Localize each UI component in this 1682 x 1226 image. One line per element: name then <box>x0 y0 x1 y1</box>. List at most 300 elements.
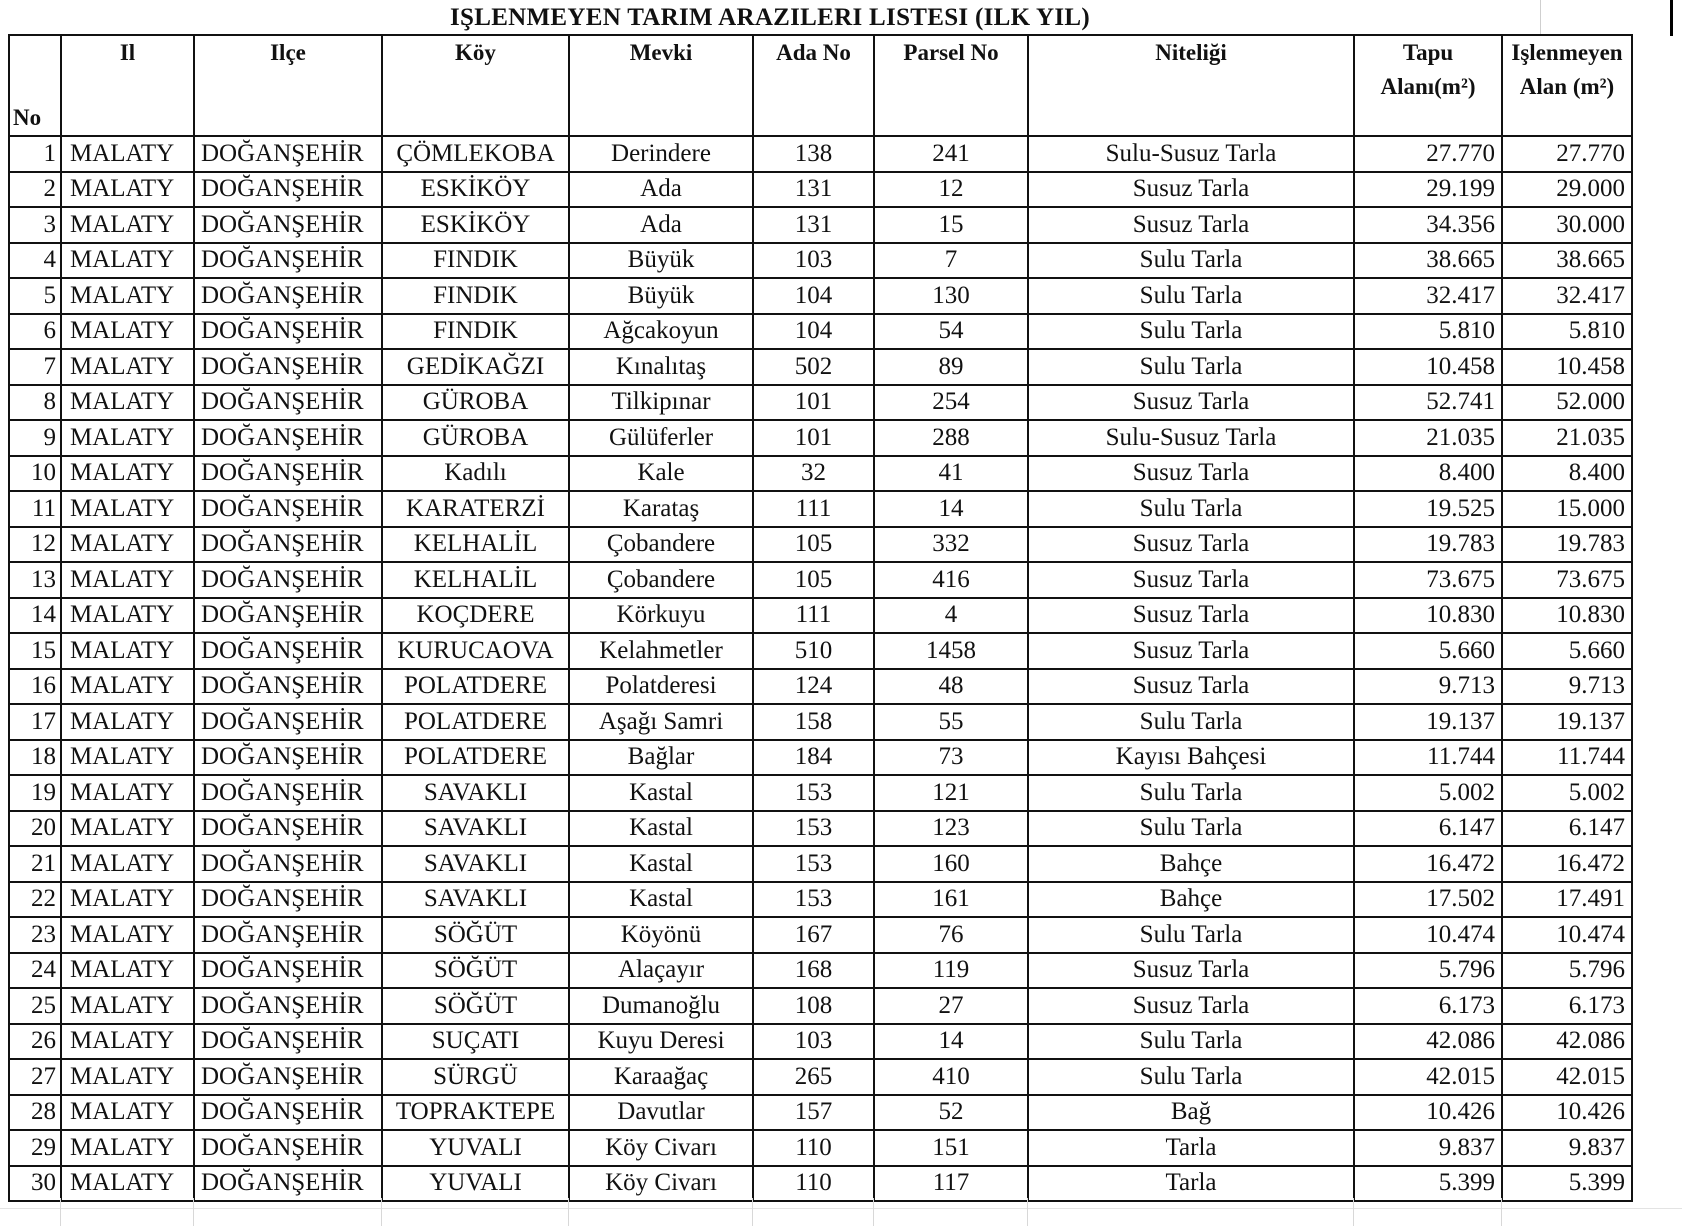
cell-no[interactable]: 17 <box>9 704 61 740</box>
cell-ilce[interactable]: DOĞANŞEHİR <box>194 882 382 918</box>
cell-niteligi[interactable]: Sulu Tarla <box>1028 278 1354 314</box>
cell-parsel-no[interactable]: 332 <box>874 527 1028 563</box>
table-row[interactable] <box>9 598 1632 634</box>
table-row[interactable] <box>9 314 1632 350</box>
cell-parsel-no[interactable]: 12 <box>874 172 1028 208</box>
cell-parsel-no[interactable]: 160 <box>874 846 1028 882</box>
cell-koy[interactable]: ESKİKÖY <box>382 207 569 243</box>
table-row[interactable] <box>9 988 1632 1024</box>
cell-no[interactable]: 3 <box>9 207 61 243</box>
cell-il[interactable]: MALATY <box>61 669 194 705</box>
cell-ada-no[interactable]: 110 <box>753 1130 874 1166</box>
cell-ada-no[interactable]: 108 <box>753 988 874 1024</box>
cell-ilce[interactable]: DOĞANŞEHİR <box>194 917 382 953</box>
cell-no[interactable]: 13 <box>9 562 61 598</box>
cell-mevki[interactable]: Büyük <box>569 243 753 279</box>
cell-koy[interactable]: FINDIK <box>382 243 569 279</box>
cell-niteligi[interactable]: Susuz Tarla <box>1028 598 1354 634</box>
cell-ada-no[interactable]: 510 <box>753 633 874 669</box>
cell-mevki[interactable]: Kastal <box>569 775 753 811</box>
cell-tapu-alani[interactable]: 5.660 <box>1354 633 1502 669</box>
cell-il[interactable]: MALATY <box>61 917 194 953</box>
header-mevki[interactable]: Mevki <box>569 35 753 136</box>
table-row[interactable] <box>9 1059 1632 1095</box>
cell-tapu-alani[interactable]: 11.744 <box>1354 740 1502 776</box>
cell-niteligi[interactable]: Susuz Tarla <box>1028 562 1354 598</box>
cell-islenmeyen-alan[interactable]: 15.000 <box>1502 491 1632 527</box>
table-row[interactable] <box>9 882 1632 918</box>
cell-koy[interactable]: POLATDERE <box>382 704 569 740</box>
cell-mevki[interactable]: Kelahmetler <box>569 633 753 669</box>
cell-mevki[interactable]: Derindere <box>569 136 753 172</box>
cell-tapu-alani[interactable]: 29.199 <box>1354 172 1502 208</box>
cell-no[interactable]: 12 <box>9 527 61 563</box>
cell-islenmeyen-alan[interactable]: 10.830 <box>1502 598 1632 634</box>
cell-ada-no[interactable]: 104 <box>753 278 874 314</box>
table-row[interactable] <box>9 846 1632 882</box>
cell-parsel-no[interactable]: 76 <box>874 917 1028 953</box>
cell-koy[interactable]: SAVAKLI <box>382 882 569 918</box>
cell-tapu-alani[interactable]: 19.525 <box>1354 491 1502 527</box>
cell-mevki[interactable]: Ada <box>569 172 753 208</box>
cell-il[interactable]: MALATY <box>61 1059 194 1095</box>
cell-ada-no[interactable]: 131 <box>753 172 874 208</box>
cell-il[interactable]: MALATY <box>61 207 194 243</box>
cell-tapu-alani[interactable]: 6.147 <box>1354 811 1502 847</box>
cell-tapu-alani[interactable]: 10.426 <box>1354 1095 1502 1131</box>
table-row[interactable] <box>9 633 1632 669</box>
cell-tapu-alani[interactable]: 19.783 <box>1354 527 1502 563</box>
cell-parsel-no[interactable]: 14 <box>874 1024 1028 1060</box>
cell-ada-no[interactable]: 153 <box>753 846 874 882</box>
table-row[interactable] <box>9 811 1632 847</box>
cell-il[interactable]: MALATY <box>61 420 194 456</box>
header-tapu-alani[interactable]: Tapu Alanı(m²) <box>1354 35 1502 136</box>
cell-islenmeyen-alan[interactable]: 32.417 <box>1502 278 1632 314</box>
header-niteligi[interactable]: Niteliği <box>1028 35 1354 136</box>
cell-koy[interactable]: SUÇATI <box>382 1024 569 1060</box>
cell-parsel-no[interactable]: 52 <box>874 1095 1028 1131</box>
table-row[interactable] <box>9 775 1632 811</box>
cell-koy[interactable]: YUVALI <box>382 1166 569 1202</box>
cell-tapu-alani[interactable]: 27.770 <box>1354 136 1502 172</box>
cell-il[interactable]: MALATY <box>61 136 194 172</box>
cell-no[interactable]: 24 <box>9 953 61 989</box>
cell-il[interactable]: MALATY <box>61 775 194 811</box>
cell-il[interactable]: MALATY <box>61 882 194 918</box>
cell-parsel-no[interactable]: 119 <box>874 953 1028 989</box>
cell-niteligi[interactable]: Sulu Tarla <box>1028 917 1354 953</box>
cell-parsel-no[interactable]: 288 <box>874 420 1028 456</box>
cell-no[interactable]: 6 <box>9 314 61 350</box>
cell-il[interactable]: MALATY <box>61 1166 194 1202</box>
cell-islenmeyen-alan[interactable]: 5.660 <box>1502 633 1632 669</box>
cell-mevki[interactable]: Kınalıtaş <box>569 349 753 385</box>
cell-niteligi[interactable]: Bağ <box>1028 1095 1354 1131</box>
cell-ilce[interactable]: DOĞANŞEHİR <box>194 846 382 882</box>
cell-mevki[interactable]: Kastal <box>569 846 753 882</box>
cell-mevki[interactable]: Karaağaç <box>569 1059 753 1095</box>
cell-niteligi[interactable]: Susuz Tarla <box>1028 385 1354 421</box>
cell-niteligi[interactable]: Susuz Tarla <box>1028 669 1354 705</box>
cell-parsel-no[interactable]: 27 <box>874 988 1028 1024</box>
cell-islenmeyen-alan[interactable]: 5.002 <box>1502 775 1632 811</box>
cell-mevki[interactable]: Aşağı Samri <box>569 704 753 740</box>
cell-parsel-no[interactable]: 254 <box>874 385 1028 421</box>
cell-ada-no[interactable]: 110 <box>753 1166 874 1202</box>
cell-tapu-alani[interactable]: 5.810 <box>1354 314 1502 350</box>
cell-mevki[interactable]: Bağlar <box>569 740 753 776</box>
cell-il[interactable]: MALATY <box>61 385 194 421</box>
cell-koy[interactable]: FINDIK <box>382 314 569 350</box>
cell-koy[interactable]: SAVAKLI <box>382 775 569 811</box>
cell-islenmeyen-alan[interactable]: 11.744 <box>1502 740 1632 776</box>
header-ada-no[interactable]: Ada No <box>753 35 874 136</box>
table-row[interactable] <box>9 917 1632 953</box>
cell-tapu-alani[interactable]: 16.472 <box>1354 846 1502 882</box>
cell-islenmeyen-alan[interactable]: 17.491 <box>1502 882 1632 918</box>
cell-tapu-alani[interactable]: 73.675 <box>1354 562 1502 598</box>
cell-parsel-no[interactable]: 130 <box>874 278 1028 314</box>
cell-il[interactable]: MALATY <box>61 633 194 669</box>
cell-mevki[interactable]: Köy Civarı <box>569 1166 753 1202</box>
cell-parsel-no[interactable]: 89 <box>874 349 1028 385</box>
cell-ada-no[interactable]: 153 <box>753 882 874 918</box>
cell-parsel-no[interactable]: 117 <box>874 1166 1028 1202</box>
cell-ilce[interactable]: DOĞANŞEHİR <box>194 704 382 740</box>
cell-ilce[interactable]: DOĞANŞEHİR <box>194 1059 382 1095</box>
table-row[interactable] <box>9 243 1632 279</box>
cell-tapu-alani[interactable]: 10.458 <box>1354 349 1502 385</box>
cell-ada-no[interactable]: 101 <box>753 385 874 421</box>
table-row[interactable] <box>9 527 1632 563</box>
cell-koy[interactable]: KURUCAOVA <box>382 633 569 669</box>
cell-koy[interactable]: YUVALI <box>382 1130 569 1166</box>
cell-il[interactable]: MALATY <box>61 704 194 740</box>
cell-no[interactable]: 28 <box>9 1095 61 1131</box>
cell-il[interactable]: MALATY <box>61 314 194 350</box>
table-row[interactable] <box>9 1024 1632 1060</box>
cell-mevki[interactable]: Kuyu Deresi <box>569 1024 753 1060</box>
cell-islenmeyen-alan[interactable]: 9.837 <box>1502 1130 1632 1166</box>
cell-ada-no[interactable]: 105 <box>753 527 874 563</box>
cell-islenmeyen-alan[interactable]: 30.000 <box>1502 207 1632 243</box>
cell-mevki[interactable]: Karataş <box>569 491 753 527</box>
cell-tapu-alani[interactable]: 9.837 <box>1354 1130 1502 1166</box>
cell-ilce[interactable]: DOĞANŞEHİR <box>194 1130 382 1166</box>
cell-ada-no[interactable]: 265 <box>753 1059 874 1095</box>
cell-parsel-no[interactable]: 7 <box>874 243 1028 279</box>
table-row[interactable] <box>9 420 1632 456</box>
cell-tapu-alani[interactable]: 5.002 <box>1354 775 1502 811</box>
table-row[interactable] <box>9 1095 1632 1131</box>
cell-ilce[interactable]: DOĞANŞEHİR <box>194 633 382 669</box>
cell-tapu-alani[interactable]: 8.400 <box>1354 456 1502 492</box>
cell-islenmeyen-alan[interactable]: 8.400 <box>1502 456 1632 492</box>
cell-il[interactable]: MALATY <box>61 811 194 847</box>
table-row[interactable] <box>9 562 1632 598</box>
cell-islenmeyen-alan[interactable]: 73.675 <box>1502 562 1632 598</box>
cell-no[interactable]: 19 <box>9 775 61 811</box>
cell-il[interactable]: MALATY <box>61 349 194 385</box>
cell-ada-no[interactable]: 138 <box>753 136 874 172</box>
cell-no[interactable]: 1 <box>9 136 61 172</box>
cell-ilce[interactable]: DOĞANŞEHİR <box>194 669 382 705</box>
cell-mevki[interactable]: Tilkipınar <box>569 385 753 421</box>
cell-islenmeyen-alan[interactable]: 16.472 <box>1502 846 1632 882</box>
cell-koy[interactable]: SÖĞÜT <box>382 953 569 989</box>
cell-islenmeyen-alan[interactable]: 5.796 <box>1502 953 1632 989</box>
cell-koy[interactable]: ÇÖMLEKOBA <box>382 136 569 172</box>
cell-islenmeyen-alan[interactable]: 42.015 <box>1502 1059 1632 1095</box>
cell-mevki[interactable]: Dumanoğlu <box>569 988 753 1024</box>
cell-tapu-alani[interactable]: 5.399 <box>1354 1166 1502 1202</box>
cell-ilce[interactable]: DOĞANŞEHİR <box>194 172 382 208</box>
cell-ilce[interactable]: DOĞANŞEHİR <box>194 136 382 172</box>
cell-ilce[interactable]: DOĞANŞEHİR <box>194 1095 382 1131</box>
cell-il[interactable]: MALATY <box>61 740 194 776</box>
cell-ada-no[interactable]: 103 <box>753 1024 874 1060</box>
cell-no[interactable]: 11 <box>9 491 61 527</box>
cell-mevki[interactable]: Polatderesi <box>569 669 753 705</box>
cell-koy[interactable]: Kadılı <box>382 456 569 492</box>
cell-ada-no[interactable]: 502 <box>753 349 874 385</box>
cell-il[interactable]: MALATY <box>61 846 194 882</box>
cell-niteligi[interactable]: Sulu Tarla <box>1028 1024 1354 1060</box>
cell-parsel-no[interactable]: 54 <box>874 314 1028 350</box>
table-row[interactable] <box>9 349 1632 385</box>
cell-tapu-alani[interactable]: 19.137 <box>1354 704 1502 740</box>
cell-ilce[interactable]: DOĞANŞEHİR <box>194 953 382 989</box>
cell-ilce[interactable]: DOĞANŞEHİR <box>194 527 382 563</box>
cell-islenmeyen-alan[interactable]: 5.810 <box>1502 314 1632 350</box>
cell-islenmeyen-alan[interactable]: 6.147 <box>1502 811 1632 847</box>
cell-ilce[interactable]: DOĞANŞEHİR <box>194 811 382 847</box>
cell-no[interactable]: 7 <box>9 349 61 385</box>
cell-niteligi[interactable]: Kayısı Bahçesi <box>1028 740 1354 776</box>
table-row[interactable] <box>9 1166 1632 1202</box>
cell-ilce[interactable]: DOĞANŞEHİR <box>194 243 382 279</box>
cell-parsel-no[interactable]: 15 <box>874 207 1028 243</box>
cell-islenmeyen-alan[interactable]: 6.173 <box>1502 988 1632 1024</box>
cell-il[interactable]: MALATY <box>61 598 194 634</box>
cell-islenmeyen-alan[interactable]: 52.000 <box>1502 385 1632 421</box>
cell-ada-no[interactable]: 153 <box>753 775 874 811</box>
table-row[interactable] <box>9 172 1632 208</box>
cell-islenmeyen-alan[interactable]: 19.137 <box>1502 704 1632 740</box>
cell-parsel-no[interactable]: 123 <box>874 811 1028 847</box>
header-islenmeyen-alan[interactable]: Işlenmeyen Alan (m²) <box>1502 35 1632 136</box>
cell-koy[interactable]: FINDIK <box>382 278 569 314</box>
cell-islenmeyen-alan[interactable]: 19.783 <box>1502 527 1632 563</box>
cell-il[interactable]: MALATY <box>61 1130 194 1166</box>
cell-parsel-no[interactable]: 416 <box>874 562 1028 598</box>
cell-islenmeyen-alan[interactable]: 9.713 <box>1502 669 1632 705</box>
cell-ada-no[interactable]: 103 <box>753 243 874 279</box>
cell-tapu-alani[interactable]: 21.035 <box>1354 420 1502 456</box>
cell-niteligi[interactable]: Tarla <box>1028 1166 1354 1202</box>
cell-ilce[interactable]: DOĞANŞEHİR <box>194 1166 382 1202</box>
cell-no[interactable]: 15 <box>9 633 61 669</box>
cell-no[interactable]: 4 <box>9 243 61 279</box>
cell-tapu-alani[interactable]: 9.713 <box>1354 669 1502 705</box>
cell-il[interactable]: MALATY <box>61 456 194 492</box>
cell-niteligi[interactable]: Sulu Tarla <box>1028 1059 1354 1095</box>
cell-parsel-no[interactable]: 121 <box>874 775 1028 811</box>
cell-il[interactable]: MALATY <box>61 1024 194 1060</box>
cell-no[interactable]: 26 <box>9 1024 61 1060</box>
cell-ilce[interactable]: DOĞANŞEHİR <box>194 1024 382 1060</box>
cell-mevki[interactable]: Köyönü <box>569 917 753 953</box>
cell-islenmeyen-alan[interactable]: 21.035 <box>1502 420 1632 456</box>
cell-tapu-alani[interactable]: 38.665 <box>1354 243 1502 279</box>
table-row[interactable] <box>9 491 1632 527</box>
table-row[interactable] <box>9 740 1632 776</box>
cell-niteligi[interactable]: Sulu Tarla <box>1028 314 1354 350</box>
cell-koy[interactable]: KARATERZİ <box>382 491 569 527</box>
cell-il[interactable]: MALATY <box>61 953 194 989</box>
cell-koy[interactable]: GÜROBA <box>382 420 569 456</box>
cell-tapu-alani[interactable]: 34.356 <box>1354 207 1502 243</box>
cell-niteligi[interactable]: Susuz Tarla <box>1028 953 1354 989</box>
cell-no[interactable]: 5 <box>9 278 61 314</box>
cell-ilce[interactable]: DOĞANŞEHİR <box>194 775 382 811</box>
cell-no[interactable]: 10 <box>9 456 61 492</box>
cell-parsel-no[interactable]: 73 <box>874 740 1028 776</box>
cell-niteligi[interactable]: Bahçe <box>1028 882 1354 918</box>
cell-mevki[interactable]: Gülüferler <box>569 420 753 456</box>
cell-il[interactable]: MALATY <box>61 1095 194 1131</box>
cell-ada-no[interactable]: 104 <box>753 314 874 350</box>
cell-niteligi[interactable]: Susuz Tarla <box>1028 988 1354 1024</box>
cell-ada-no[interactable]: 167 <box>753 917 874 953</box>
cell-ilce[interactable]: DOĞANŞEHİR <box>194 562 382 598</box>
cell-ilce[interactable]: DOĞANŞEHİR <box>194 456 382 492</box>
cell-koy[interactable]: SÖĞÜT <box>382 988 569 1024</box>
cell-mevki[interactable]: Kastal <box>569 811 753 847</box>
cell-niteligi[interactable]: Susuz Tarla <box>1028 456 1354 492</box>
cell-mevki[interactable]: Alaçayır <box>569 953 753 989</box>
cell-ada-no[interactable]: 168 <box>753 953 874 989</box>
table-row[interactable] <box>9 385 1632 421</box>
cell-ilce[interactable]: DOĞANŞEHİR <box>194 349 382 385</box>
cell-mevki[interactable]: Davutlar <box>569 1095 753 1131</box>
cell-niteligi[interactable]: Susuz Tarla <box>1028 527 1354 563</box>
cell-parsel-no[interactable]: 241 <box>874 136 1028 172</box>
cell-no[interactable]: 29 <box>9 1130 61 1166</box>
cell-parsel-no[interactable]: 55 <box>874 704 1028 740</box>
cell-il[interactable]: MALATY <box>61 278 194 314</box>
cell-mevki[interactable]: Çobandere <box>569 562 753 598</box>
table-row[interactable] <box>9 1130 1632 1166</box>
cell-tapu-alani[interactable]: 6.173 <box>1354 988 1502 1024</box>
cell-koy[interactable]: GEDİKAĞZI <box>382 349 569 385</box>
cell-no[interactable]: 23 <box>9 917 61 953</box>
table-row[interactable] <box>9 136 1632 172</box>
cell-mevki[interactable]: Ada <box>569 207 753 243</box>
cell-niteligi[interactable]: Susuz Tarla <box>1028 633 1354 669</box>
table-row[interactable] <box>9 456 1632 492</box>
header-no[interactable]: No <box>9 35 61 136</box>
cell-tapu-alani[interactable]: 42.086 <box>1354 1024 1502 1060</box>
cell-parsel-no[interactable]: 410 <box>874 1059 1028 1095</box>
cell-tapu-alani[interactable]: 32.417 <box>1354 278 1502 314</box>
cell-no[interactable]: 18 <box>9 740 61 776</box>
cell-islenmeyen-alan[interactable]: 27.770 <box>1502 136 1632 172</box>
cell-koy[interactable]: KOÇDERE <box>382 598 569 634</box>
cell-il[interactable]: MALATY <box>61 562 194 598</box>
cell-islenmeyen-alan[interactable]: 38.665 <box>1502 243 1632 279</box>
header-ilce[interactable]: Ilçe <box>194 35 382 136</box>
cell-ada-no[interactable]: 158 <box>753 704 874 740</box>
cell-koy[interactable]: POLATDERE <box>382 740 569 776</box>
table-row[interactable] <box>9 278 1632 314</box>
cell-ada-no[interactable]: 101 <box>753 420 874 456</box>
cell-koy[interactable]: SÖĞÜT <box>382 917 569 953</box>
cell-koy[interactable]: TOPRAKTEPE <box>382 1095 569 1131</box>
cell-no[interactable]: 25 <box>9 988 61 1024</box>
cell-niteligi[interactable]: Bahçe <box>1028 846 1354 882</box>
cell-mevki[interactable]: Ağcakoyun <box>569 314 753 350</box>
cell-ada-no[interactable]: 105 <box>753 562 874 598</box>
cell-parsel-no[interactable]: 151 <box>874 1130 1028 1166</box>
cell-ada-no[interactable]: 131 <box>753 207 874 243</box>
cell-parsel-no[interactable]: 48 <box>874 669 1028 705</box>
cell-niteligi[interactable]: Sulu Tarla <box>1028 349 1354 385</box>
cell-islenmeyen-alan[interactable]: 10.458 <box>1502 349 1632 385</box>
cell-islenmeyen-alan[interactable]: 29.000 <box>1502 172 1632 208</box>
cell-no[interactable]: 16 <box>9 669 61 705</box>
cell-niteligi[interactable]: Sulu Tarla <box>1028 243 1354 279</box>
cell-islenmeyen-alan[interactable]: 5.399 <box>1502 1166 1632 1202</box>
cell-mevki[interactable]: Kale <box>569 456 753 492</box>
cell-ada-no[interactable]: 124 <box>753 669 874 705</box>
cell-no[interactable]: 9 <box>9 420 61 456</box>
cell-tapu-alani[interactable]: 10.474 <box>1354 917 1502 953</box>
cell-islenmeyen-alan[interactable]: 10.426 <box>1502 1095 1632 1131</box>
cell-niteligi[interactable]: Sulu-Susuz Tarla <box>1028 136 1354 172</box>
table-row[interactable] <box>9 207 1632 243</box>
header-parsel-no[interactable]: Parsel No <box>874 35 1028 136</box>
cell-koy[interactable]: GÜROBA <box>382 385 569 421</box>
cell-koy[interactable]: SAVAKLI <box>382 811 569 847</box>
cell-mevki[interactable]: Büyük <box>569 278 753 314</box>
cell-tapu-alani[interactable]: 10.830 <box>1354 598 1502 634</box>
cell-koy[interactable]: SÜRGÜ <box>382 1059 569 1095</box>
cell-tapu-alani[interactable]: 42.015 <box>1354 1059 1502 1095</box>
cell-ilce[interactable]: DOĞANŞEHİR <box>194 314 382 350</box>
cell-niteligi[interactable]: Sulu-Susuz Tarla <box>1028 420 1354 456</box>
cell-no[interactable]: 22 <box>9 882 61 918</box>
cell-ilce[interactable]: DOĞANŞEHİR <box>194 420 382 456</box>
cell-mevki[interactable]: Körkuyu <box>569 598 753 634</box>
cell-il[interactable]: MALATY <box>61 172 194 208</box>
cell-ilce[interactable]: DOĞANŞEHİR <box>194 988 382 1024</box>
cell-il[interactable]: MALATY <box>61 527 194 563</box>
cell-koy[interactable]: ESKİKÖY <box>382 172 569 208</box>
cell-no[interactable]: 27 <box>9 1059 61 1095</box>
cell-niteligi[interactable]: Sulu Tarla <box>1028 775 1354 811</box>
cell-no[interactable]: 21 <box>9 846 61 882</box>
cell-il[interactable]: MALATY <box>61 491 194 527</box>
cell-tapu-alani[interactable]: 5.796 <box>1354 953 1502 989</box>
cell-ilce[interactable]: DOĞANŞEHİR <box>194 598 382 634</box>
cell-parsel-no[interactable]: 41 <box>874 456 1028 492</box>
cell-koy[interactable]: KELHALİL <box>382 562 569 598</box>
cell-ilce[interactable]: DOĞANŞEHİR <box>194 491 382 527</box>
cell-mevki[interactable]: Çobandere <box>569 527 753 563</box>
cell-ilce[interactable]: DOĞANŞEHİR <box>194 278 382 314</box>
